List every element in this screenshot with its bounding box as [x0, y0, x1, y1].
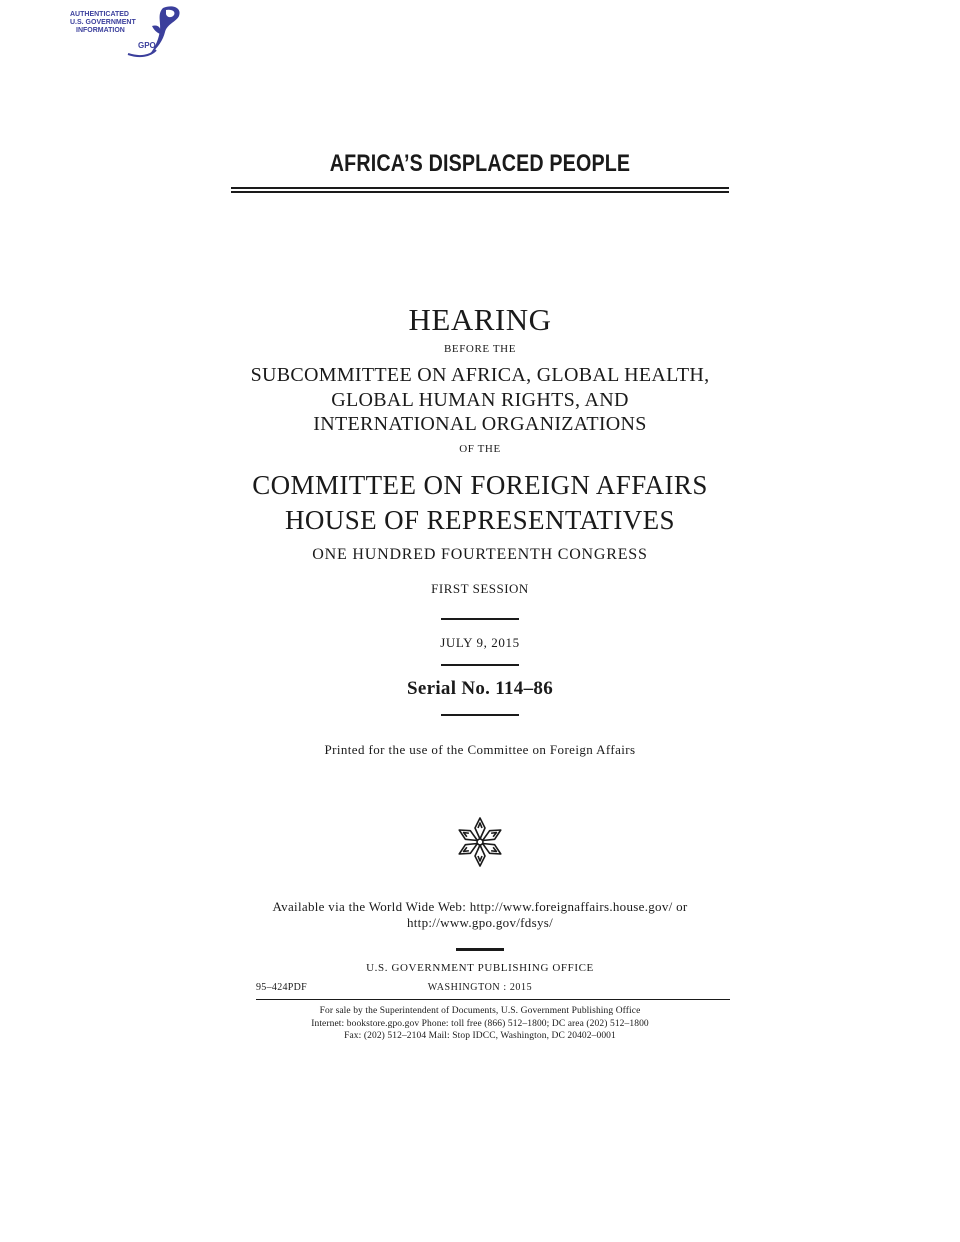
subcommittee-line: SUBCOMMITTEE ON AFRICA, GLOBAL HEALTH,: [250, 364, 710, 386]
star-ornament-icon: [452, 814, 508, 870]
sale-info-line: Internet: bookstore.gpo.gov Phone: toll free (866) 512–1800; DC area (202) 512–1800: [311, 1019, 649, 1029]
title-rule-bottom: [231, 191, 729, 193]
session-line: FIRST SESSION: [431, 581, 529, 596]
committee-line: COMMITTEE ON FOREIGN AFFAIRS: [252, 470, 708, 500]
hearing-date: JULY 9, 2015: [440, 635, 520, 650]
sale-info-line: Fax: (202) 512–2104 Mail: Stop IDCC, Washington, DC 20402–0001: [344, 1031, 616, 1041]
divider-rule: [456, 948, 504, 951]
before-the-label: BEFORE THE: [443, 343, 517, 355]
hearing-heading: HEARING: [408, 302, 552, 337]
seal-gpo-mark: GPO: [138, 41, 156, 50]
subcommittee-line: GLOBAL HUMAN RIGHTS, AND: [331, 389, 629, 411]
divider-rule: [441, 618, 519, 620]
serial-number: Serial No. 114–86: [406, 678, 553, 699]
document-title: AFRICA’S DISPLACED PEOPLE: [329, 150, 631, 177]
gpo-seal: [68, 4, 186, 60]
seal-line-1: AUTHENTICATED: [70, 11, 129, 18]
title-rule-top: [231, 187, 729, 189]
seal-line-3: INFORMATION: [76, 27, 125, 34]
printed-for-note: Printed for the use of the Committee on Foreign Affairs: [324, 742, 636, 757]
sale-info-line: For sale by the Superintendent of Documents, U.S. Government Publishing Office: [319, 1006, 641, 1016]
congress-line: ONE HUNDRED FOURTEENTH CONGRESS: [312, 546, 648, 563]
divider-rule: [441, 714, 519, 716]
committee-line: HOUSE OF REPRESENTATIVES: [285, 505, 675, 535]
seal-line-2: U.S. GOVERNMENT: [70, 19, 136, 26]
publication-place: WASHINGTON : 2015: [427, 982, 533, 993]
availability-line: http://www.gpo.gov/fdsys/: [406, 915, 554, 930]
of-the-label: OF THE: [459, 443, 501, 455]
subcommittee-line: INTERNATIONAL ORGANIZATIONS: [313, 413, 647, 435]
pdf-code: 95–424PDF: [256, 982, 308, 993]
divider-rule: [441, 664, 519, 666]
imprint-rule: [256, 999, 730, 1000]
availability-line: Available via the World Wide Web: http://www.foreignaffairs.house.gov/ or: [272, 899, 688, 914]
publishing-office: U.S. GOVERNMENT PUBLISHING OFFICE: [366, 962, 594, 974]
